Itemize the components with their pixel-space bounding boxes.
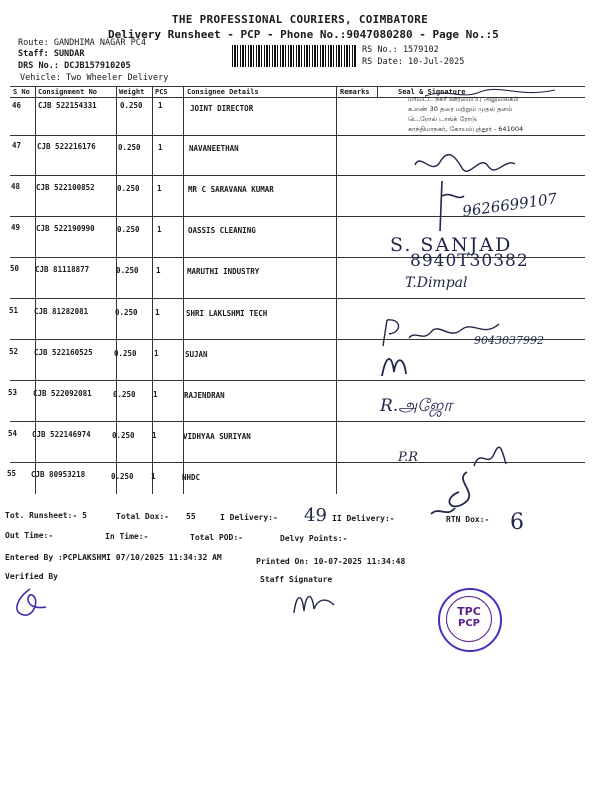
row-consignee: RAJENDRAN [184,391,225,400]
row-consignee: MARUTHI INDUSTRY [187,267,260,276]
row-pcs: 1 [154,349,159,358]
row-pcs: 1 [157,225,162,234]
handwritten-name: T.Dimpal [405,275,468,291]
drs-value: DCJB157910205 [64,61,131,71]
col-header-weight: Weight [119,88,145,96]
row-divider [10,380,585,381]
i-delivery-label: I Delivery:- [220,513,278,522]
col-header-pcs: PCS [155,88,168,96]
delvy-points-label: Delvy Points:- [280,534,348,543]
in-time-label: In Time:- [105,532,149,541]
handwritten-name: R.அஜோ [380,396,453,416]
row-consignee: SUJAN [185,350,208,359]
row-consignment: CJB 522100852 [36,183,95,192]
signature-row52 [378,350,410,380]
row-sno: 53 [8,388,18,397]
row-pcs: 1 [152,431,157,440]
row-consignment: CJB 81118877 [35,265,90,274]
row-pcs: 1 [155,308,160,317]
row-pcs: 1 [158,143,163,152]
drs-number [18,61,131,71]
handwritten-phone: 8940T30382 [410,251,529,271]
seal-line: க.எண் 30 தரை மற்றும் முதல் தளம் [408,105,513,113]
total-pod-label: Total POD:- [190,533,243,542]
row-consignee: MR C SARAVANA KUMAR [188,185,274,194]
row-consignment: CJB 522146974 [32,430,91,439]
col-header-consignment: Consignment No [38,88,98,96]
seal-line: மாவட்ட நகர் ஊரமைப்பு அலுவலகம் [408,95,519,103]
handwritten-phone: 9626699107 [461,189,559,221]
row-weight: 0.250 [117,225,140,234]
office-seal [408,94,523,134]
col-divider [336,86,337,494]
row-consignee: OASSIS CLEANING [188,226,256,235]
barcode [232,45,356,67]
row-weight: 0.250 [118,143,141,152]
row-sno: 55 [7,469,17,478]
row-sno: 52 [9,347,19,356]
company-title: THE PROFESSIONAL COURIERS, COIMBATORE [171,13,429,26]
handwritten-name: P.R [398,450,419,465]
row-sno: 46 [12,101,22,110]
staff-label: Staff: SUNDAR [18,49,85,59]
row-pcs: 1 [151,472,156,481]
row-consignment: CJB 522154331 [38,101,97,110]
row-consignment: CJB 522216176 [37,142,96,151]
handwritten-name: S. SANJAD [390,234,513,256]
row-weight: 0.250 [113,390,136,399]
row-weight: 0.250 [111,472,134,481]
row-pcs: 1 [158,101,163,110]
row-sno: 49 [11,223,21,232]
ii-delivery-label: II Delivery:- [332,514,395,523]
handwritten-phone: 9043037992 [474,334,544,347]
route-label: Route: GANDHIMA NAGAR PC4 [18,38,146,48]
round-stamp-bottom: PCP [458,618,480,629]
row-consignee: SHRI LAKLSHMI TECH [186,309,268,318]
row-consignee: NAVANEETHAN [189,144,239,153]
round-stamp-top: TPC [457,605,481,618]
col-header-sno: S No [13,88,30,96]
row-divider [10,135,585,136]
row-pcs: 1 [156,266,161,275]
signature-scribble [420,88,560,100]
row-divider [10,421,585,422]
row-consignment: CJB 80953218 [31,470,86,479]
row-weight: 0.250 [116,266,139,275]
row-weight: 0.250 [120,101,143,110]
row-consignee: VIDHYAA SURIYAN [183,432,251,441]
row-consignment: CJB 522092081 [33,389,92,398]
rs-number: RS No.: 1579102 [362,45,439,55]
verified-by-label: Verified By [5,572,58,581]
signature-row54 [470,446,510,470]
staff-signature-label: Staff Signature [260,575,333,584]
row-pcs: 1 [153,390,158,399]
row-weight: 0.250 [112,431,135,440]
printed-on: Printed On: 10-07-2025 11:34:48 [256,557,406,566]
row-divider [10,216,585,217]
tot-runsheet: Tot. Runsheet:- 5 [5,511,87,520]
round-stamp-inner [446,596,492,642]
out-time-label: Out Time:- [5,531,54,540]
seal-line: டெ.ரோல் டாங்க் ரோடு [408,115,477,123]
row-sno: 48 [11,182,21,191]
col-header-consignee: Consignee Details [187,88,259,96]
col-header-remarks: Remarks [340,88,370,96]
total-dox-value: 55 [186,512,196,521]
row-sno: 50 [10,264,20,273]
verified-signature [10,585,52,619]
rtn-dox-label: RTN Dox:- [446,515,490,524]
rtn-dox-value: 6 [510,510,524,535]
rs-date: RS Date: 10-Jul-2025 [362,57,465,67]
seal-line: காந்திமாநகர், கோயம்புத்தூர் - 641004 [408,125,524,133]
entered-by: Entered By :PCPLAKSHMI 07/10/2025 11:34:32 AM [5,553,222,562]
col-header-seal: Seal & Signature [398,88,466,96]
total-dox-label: Total Dox:- [116,512,169,521]
row-divider [10,298,585,299]
row-consignment: CJB 81282081 [34,307,89,316]
row-consignee: NHDC [182,473,201,482]
row-sno: 51 [9,306,19,315]
row-consignment: CJB 522160525 [34,348,93,357]
row-consignee: JOINT DIRECTOR [190,104,254,113]
row-weight: 0.250 [115,308,138,317]
staff-signature [288,587,340,617]
row-weight: 0.250 [117,184,140,193]
col-divider [377,86,378,98]
i-delivery-value: 49 [304,505,327,526]
row-sno: 54 [8,429,18,438]
round-stamp [438,588,502,652]
row-consignment: CJB 522190990 [36,224,95,233]
row-pcs: 1 [157,184,162,193]
row-weight: 0.250 [114,349,137,358]
table-top-border [10,86,585,87]
vehicle-label: Vehicle: Two Wheeler Delivery [20,73,169,83]
runsheet-title: Delivery Runsheet - PCP - Phone No.:9047080280 - Page No.:5 [108,28,499,41]
drs-label: DRS No.: [18,61,59,71]
row-sno: 47 [12,141,22,150]
